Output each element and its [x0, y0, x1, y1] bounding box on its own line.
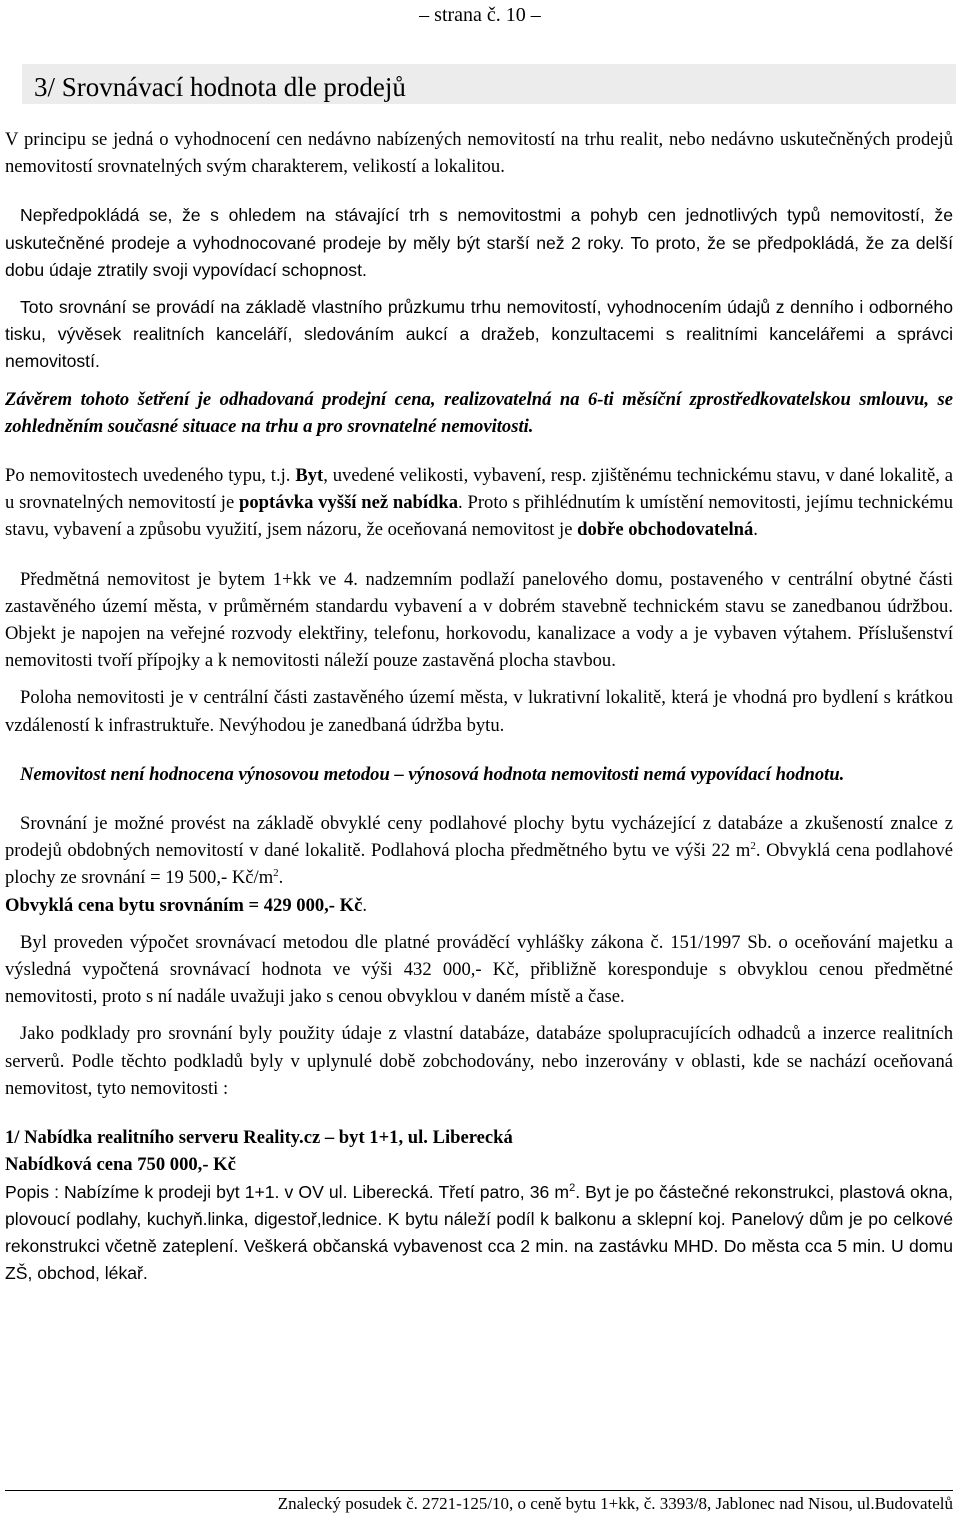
paragraph-age-of-sales: Nepředpokládá se, že s ohledem na stávající trh s nemovitostmi a pohyb cen jednotlivých typů nemovitostí, že uskutečněné prodeje a vyhodnocované prodeje by měly být starší než 2 roky. To proto, že se předpokládá, že za delší dobu údaje ztratily svoji vypovídací schopnost. [5, 205, 953, 280]
section-title: 3/ Srovnávací hodnota dle prodejů [22, 64, 956, 104]
comparison-text-a: Srovnání je možné provést na základě obvyklé ceny podlahové plochy bytu vycházející z databáze a zkušeností znalce z prodejů obdobných nemovitostí v dané lokalitě. Podlahová plocha předmětného bytu ve výši 22 m [5, 813, 953, 862]
paragraph-calculation: Byl proveden výpočet srovnávací metodou dle platné prováděcí vyhlášky zákona č. 151/1997 Sb. o oceňování majetku a výsledná vypočtená srovnávací hodnota ve výši 432 000,- Kč, přibližně koresponduje s obvyklou cenou předmětné nemovitosti, proto s ní nadále uvažuji jako s cenou obvyklou v daném místě a čase. [5, 931, 953, 1008]
marketability-statement: dobře obchodovatelná [577, 519, 754, 541]
offer-price: Nabídková cena 750 000,- Kč [5, 1154, 236, 1176]
comparison-result: Obvyklá cena bytu srovnáním = 429 000,- Kč [5, 894, 363, 916]
page-number: – strana č. 10 – [419, 4, 541, 26]
paragraph-market-research: Toto srovnání se provádí na základě vlastního průzkumu trhu nemovitostí, vyhodnocením údajů z denního i odborného tisku, vývěsek realitních kanceláří, sledováním aukcí a dražeb, konzultacemi s realitními kancelářemi a správci nemovitostí. [5, 297, 953, 372]
comparison-text-d: . [362, 894, 368, 916]
area-unit-sup: 2 [750, 840, 756, 853]
paragraph-conclusion: Závěrem tohoto šetření je odhadovaná prodejní cena, realizovatelná na 6-ti měsíční zprostředkovatelskou smlouvu, se zohledněním současné situace na trhu a pro srovnatelné nemovitosti. [5, 388, 953, 437]
document-body [5, 126, 953, 1297]
demand-text-e: . Proto s přihlédnutím k umístění nemovitosti, jejímu technickému stavu, vybavení a způsobu využití, jsem názoru, že oceňovaná nemovitost je [5, 492, 953, 541]
offer-area-sup: 2 [569, 1181, 576, 1194]
demand-text-a: Po nemovitostech uvedeného typu, t.j. [5, 465, 296, 487]
demand-statement: poptávka vyšší než nabídka [239, 492, 459, 514]
footer-text: Znalecký posudek č. 2721-125/10, o ceně bytu 1+kk, č. 3393/8, Jablonec nad Nisou, ul.Budovatelů [277, 1494, 953, 1513]
demand-property-type: Byt [295, 465, 324, 487]
paragraph-income-method: Nemovitost není hodnocena výnosovou metodou – výnosová hodnota nemovitosti nemá vypovídací hodnotu. [20, 763, 845, 785]
offer-description [5, 1179, 953, 1288]
offer-desc-b: . Byt je po částečné rekonstrukci, plastová okna, plovoucí podlahy, kuchyň.linka, digestoř,lednice. K bytu náleží podíl k balkonu a sklepní koj. Panelový dům je po celkové rekonstrukci včetně zateplení. Veškerá občanská vybavenost cca 2 min. na zastávku MHD. Do města cca 5 min. U domu ZŠ, obchod, lékař. [5, 1181, 953, 1284]
paragraph-comparison [5, 810, 953, 919]
demand-text-c: , uvedené velikosti, vybavení, resp. zjištěnému technickému stavu, v dané lokalitě, a u srovnatelných nemovitostí je [5, 465, 953, 514]
paragraph-demand [5, 462, 953, 544]
footer-divider [5, 1490, 953, 1491]
paragraph-property-description: Předmětná nemovitost je bytem 1+kk ve 4. nadzemním podlaží panelového domu, postaveného v centrální obytné části zastavěného území města, v průměrném standardu vybavení a v dobrém stavebně technickém stavu se zanedbanou údržbou. Objekt je napojen na veřejné rozvody elektřiny, telefonu, horkovodu, kanalizace a vody a je vybaven výtahem. Příslušenství nemovitosti tvoří přípojky a k nemovitosti náleží pouze zastavěná plocha stavbou. [5, 568, 953, 672]
demand-text-g: . [753, 519, 758, 541]
offer-title: 1/ Nabídka realitního serveru Reality.cz – byt 1+1, ul. Liberecká [5, 1127, 513, 1149]
paragraph-sources: Jako podklady pro srovnání byly použity údaje z vlastní databáze, databáze spolupracujících odhadců a inzerce realitních serverů. Podle těchto podkladů byly v uplynulé době zobchodovány, nebo inzerovány v oblasti, kde se nachází oceňovaná nemovitost, tyto nemovitosti : [5, 1023, 953, 1099]
offer-desc-a: Popis : Nabízíme k prodeji byt 1+1. v OV ul. Liberecká. Třetí patro, 36 m [5, 1181, 570, 1202]
comparison-text-b: . Obvyklá cena podlahové plochy ze srovnání = 19 500,- Kč/m [5, 840, 954, 889]
paragraph-principle: V principu se jedná o vyhodnocení cen nedávno nabízených nemovitostí na trhu realit, nebo nedávno uskutečněných prodejů nemovitostí srovnatelných svým charakterem, velikostí a lokalitou. [5, 129, 953, 178]
comparison-text-c: . [278, 867, 284, 889]
price-unit-sup: 2 [273, 867, 279, 880]
paragraph-location: Poloha nemovitosti je v centrální části zastavěného území města, v lukrativní lokalitě, která je vhodná pro bydlení s krátkou vzdáleností k infrastruktuře. Nevýhodou je zanedbaná údržba bytu. [5, 687, 953, 736]
